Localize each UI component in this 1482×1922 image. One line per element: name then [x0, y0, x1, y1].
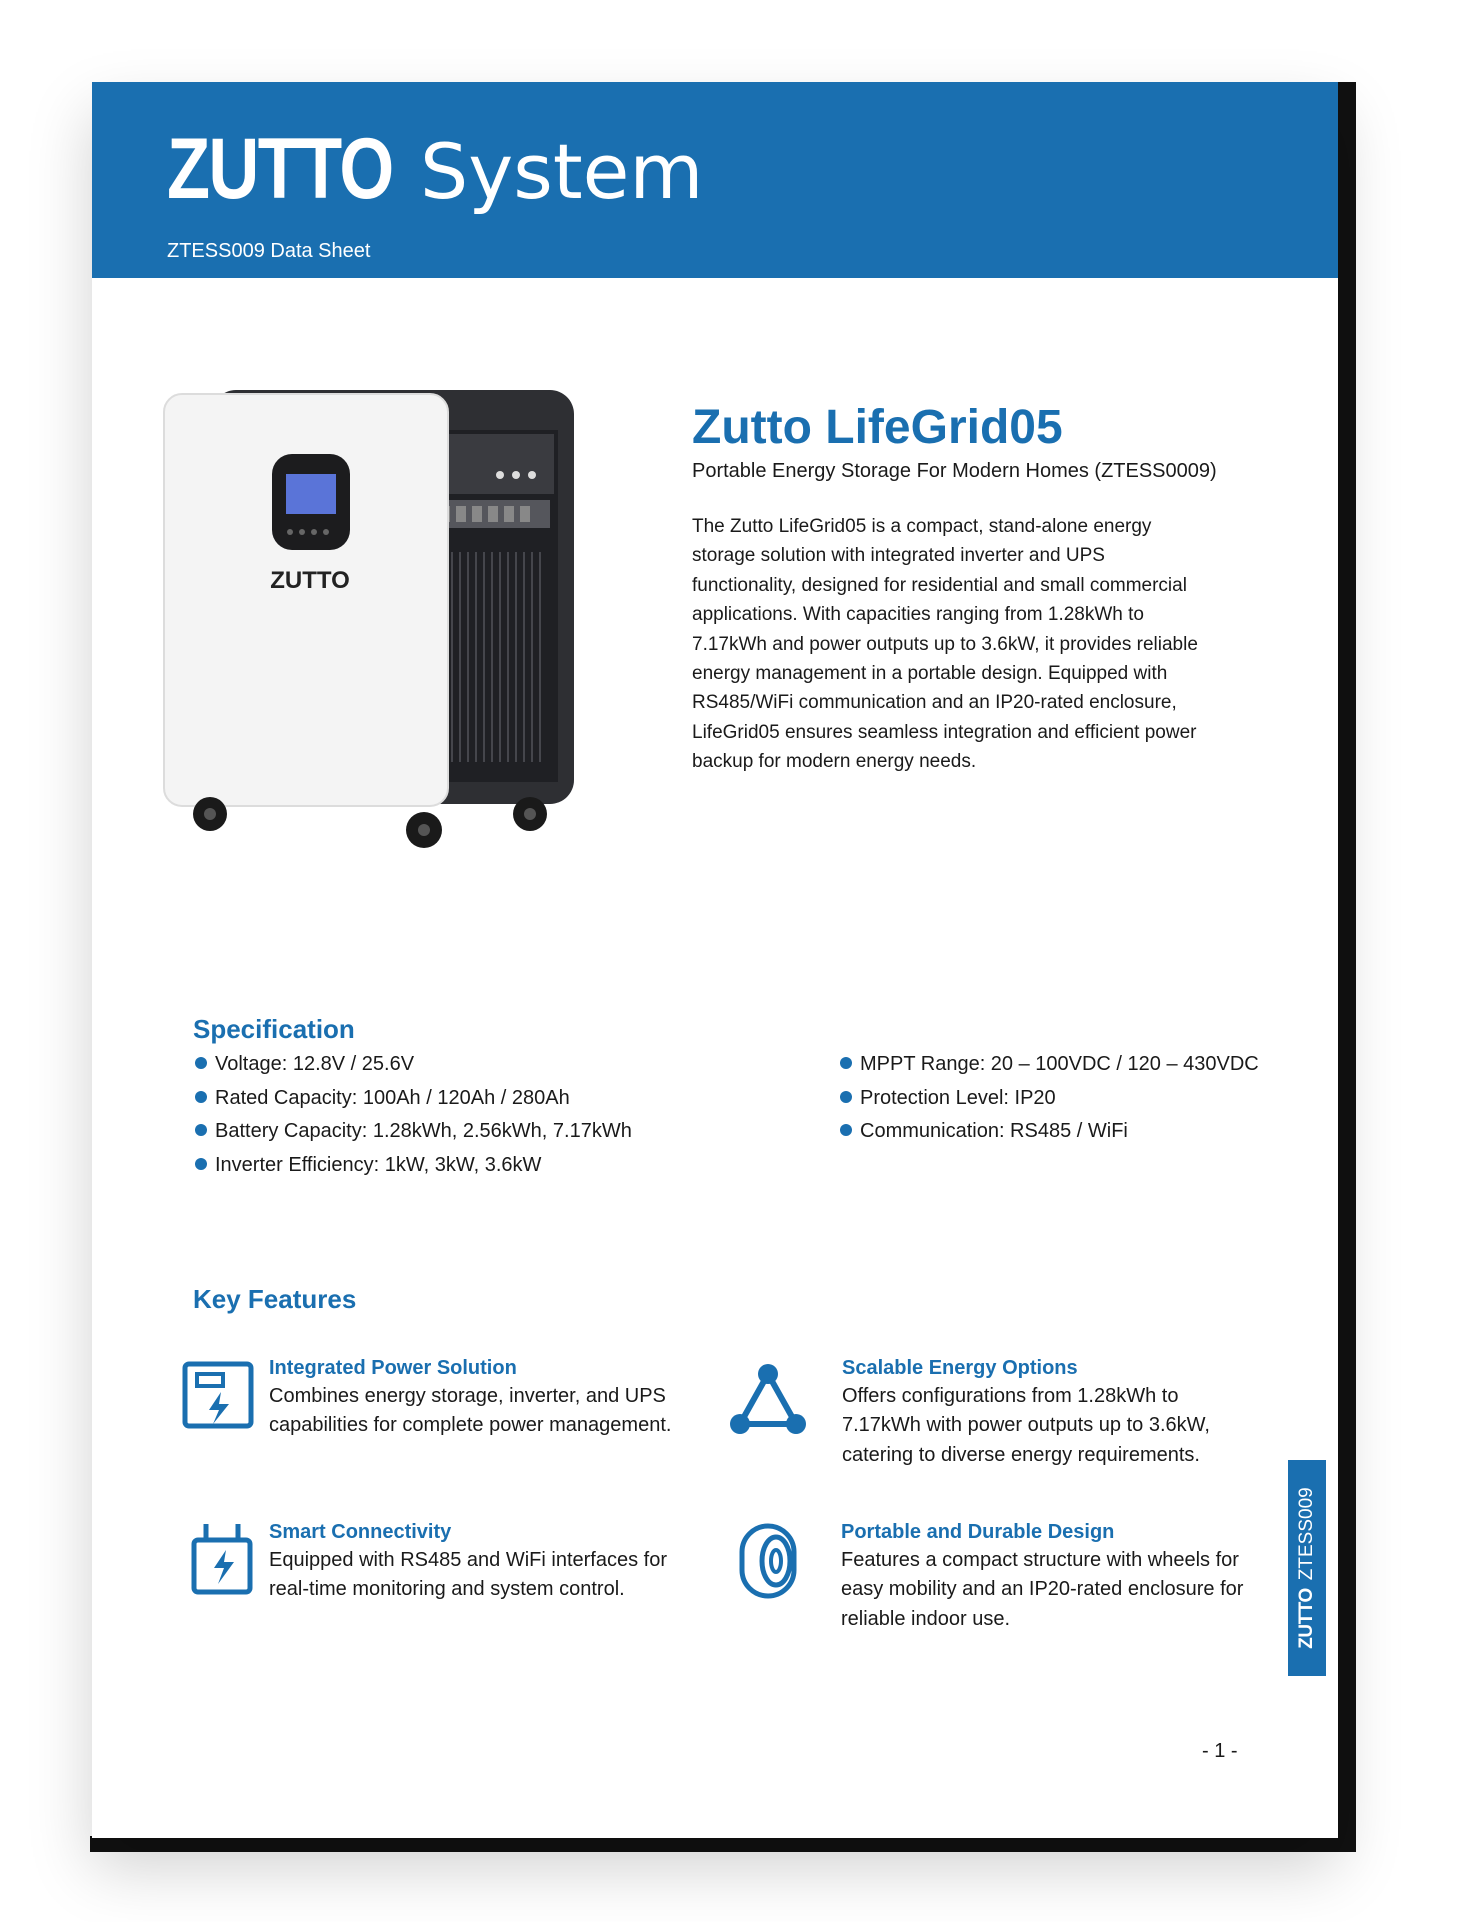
brand-bold: ZUTTO — [167, 121, 393, 217]
feature-smart-connectivity — [269, 1518, 689, 1605]
feature-description: Features a compact structure with wheels for easy mobility and an IP20-rated enclosure for reliable indoor use. — [841, 1549, 1244, 1630]
header-subtitle: ZTESS009 Data Sheet — [167, 240, 371, 262]
feature-title: Smart Connectivity — [269, 1521, 452, 1543]
product-description: The Zutto LifeGrid05 is a compact, stand-alone energy storage solution with integrated inverter and UPS functionality, designed for residential and small commercial applications. With capacities ranging from 1.28kWh to 7.17kWh and power outputs up to 3.6kW, it provides reliable energy management in a portable design. Equipped with RS485/WiFi communication and an IP20-rated enclosure, LifeGrid05 ensures seamless integration and efficient power backup for modern energy needs. — [692, 516, 1198, 773]
spec-item: Rated Capacity: 100Ah / 120Ah / 280Ah — [195, 1082, 632, 1116]
page-number: - 1 - — [1202, 1740, 1238, 1762]
spec-item: Battery Capacity: 1.28kWh, 2.56kWh, 7.17kWh — [195, 1115, 632, 1149]
feature-title: Portable and Durable Design — [841, 1521, 1115, 1543]
brand-title — [167, 121, 704, 217]
feature-portable-durable — [841, 1518, 1261, 1634]
product-tagline: Portable Energy Storage For Modern Homes (ZTESS0009) — [692, 460, 1217, 482]
svg-text:ZUTTO: ZUTTO — [270, 567, 350, 594]
feature-scalable-energy — [842, 1354, 1262, 1470]
feature-title: Scalable Energy Options — [842, 1357, 1078, 1379]
brand-light: System — [420, 127, 704, 216]
page-shadow-right — [1336, 82, 1356, 1852]
spec-list-right — [840, 1048, 1259, 1149]
feature-title: Integrated Power Solution — [269, 1357, 517, 1379]
specification-title: Specification — [193, 1014, 355, 1044]
header-banner — [92, 82, 1338, 278]
spec-item: Voltage: 12.8V / 25.6V — [195, 1048, 632, 1082]
side-tab-brand: ZUTTO — [1296, 1588, 1317, 1649]
battery-bolt-icon — [179, 1358, 259, 1438]
feature-description: Offers configurations from 1.28kWh to 7.17kWh with power outputs up to 3.6kW, catering to diverse energy requirements. — [842, 1385, 1210, 1466]
wheel-icon — [732, 1522, 812, 1602]
spec-item: Communication: RS485 / WiFi — [840, 1115, 1259, 1149]
product-title: Zutto LifeGrid05 — [692, 401, 1063, 454]
spec-list-left — [195, 1048, 632, 1182]
page-shadow-bottom — [90, 1836, 1356, 1852]
feature-integrated-power — [269, 1354, 689, 1441]
spec-item: MPPT Range: 20 – 100VDC / 120 – 430VDC — [840, 1048, 1259, 1082]
side-tab-label — [1296, 1487, 1318, 1648]
triangle-nodes-icon — [728, 1360, 808, 1440]
feature-description: Equipped with RS485 and WiFi interfaces for real-time monitoring and system control. — [269, 1549, 667, 1601]
spec-item: Protection Level: IP20 — [840, 1082, 1259, 1116]
side-tab-code: ZTESS009 — [1296, 1487, 1317, 1581]
datasheet-page — [92, 82, 1338, 1838]
side-tab — [1288, 1460, 1326, 1676]
feature-description: Combines energy storage, inverter, and UPS capabilities for complete power management. — [269, 1385, 672, 1437]
plug-bolt-icon — [186, 1522, 266, 1602]
spec-item: Inverter Efficiency: 1kW, 3kW, 3.6kW — [195, 1149, 632, 1183]
product-image — [162, 382, 582, 902]
key-features-title: Key Features — [193, 1284, 357, 1314]
